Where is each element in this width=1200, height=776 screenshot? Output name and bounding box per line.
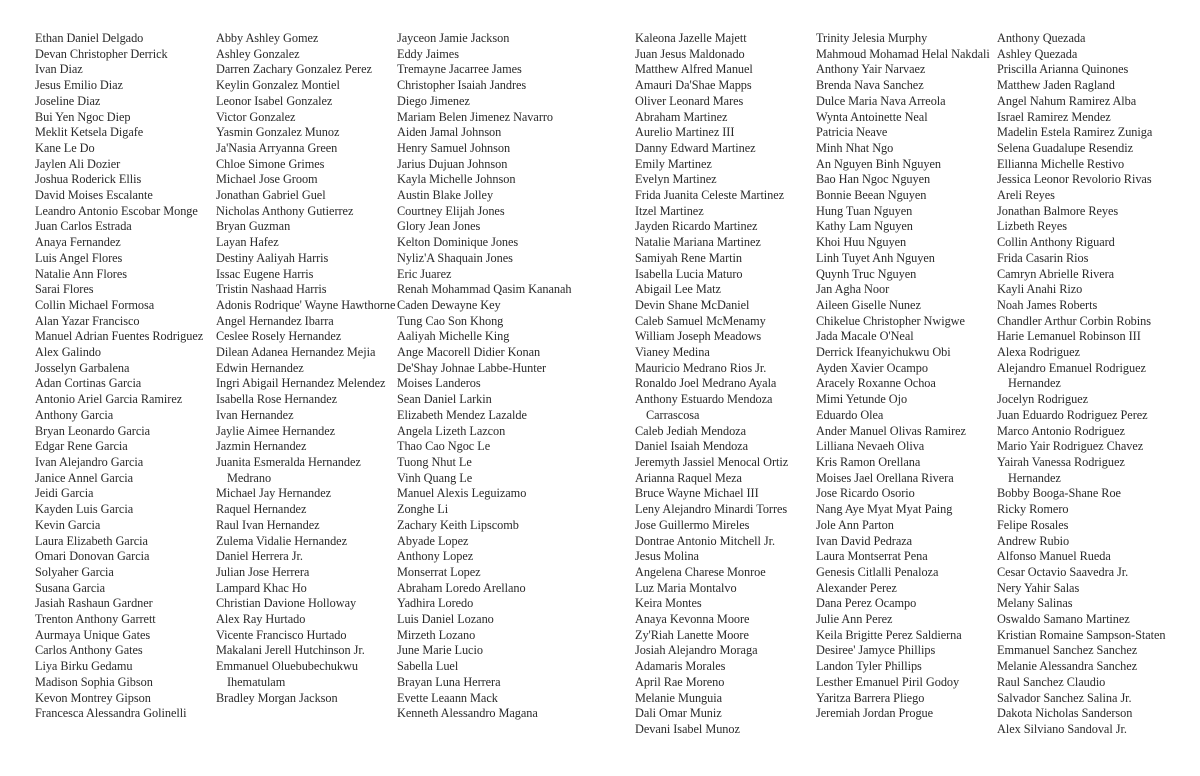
student-name: Mario Yair Rodriguez Chavez	[997, 439, 1144, 454]
student-name: Monserrat Lopez	[397, 564, 481, 579]
student-name: Wynta Antoinette Neal	[816, 109, 928, 124]
student-name: Ceslee Rosely Hernandez	[216, 329, 342, 344]
student-name: William Joseph Meadows	[635, 329, 762, 344]
student-name: Zulema Vidalie Hernandez	[216, 533, 347, 548]
student-name: Keira Montes	[635, 596, 702, 611]
student-name: Priscilla Arianna Quinones	[997, 62, 1129, 77]
student-name: Ja'Nasia Arryanna Green	[216, 140, 338, 155]
student-name: Renah Mohammad Qasim Kananah	[397, 282, 572, 297]
student-name: Landon Tyler Phillips	[816, 659, 922, 674]
student-name: Zy'Riah Lanette Moore	[635, 627, 749, 642]
student-name: Bobby Booga-Shane Roe	[997, 486, 1121, 501]
student-name: Juanita Esmeralda Hernandez Medrano	[216, 454, 361, 485]
student-name: Julie Ann Perez	[816, 612, 893, 627]
student-name: Caden Dewayne Key	[397, 297, 501, 312]
student-name: Angelena Charese Monroe	[635, 564, 766, 579]
student-name: Kayden Luis Garcia	[35, 502, 134, 517]
student-name: Ange Macorell Didier Konan	[397, 345, 541, 360]
student-name: Trinity Jelesia Murphy	[816, 31, 928, 45]
student-name: Derrick Ifeanyichukwu Obi	[816, 345, 951, 360]
student-name: Adamaris Morales	[635, 659, 726, 674]
student-name: Jasiah Rashaun Gardner	[35, 596, 153, 611]
student-name: Victor Gonzalez	[216, 109, 296, 124]
student-name: Hung Tuan Nguyen	[816, 203, 913, 218]
student-name: Christian Davione Holloway	[216, 596, 357, 611]
student-name: Tung Cao Son Khong	[397, 313, 504, 328]
student-name: Andrew Rubio	[997, 533, 1070, 548]
student-name: Angel Hernandez Ibarra	[216, 313, 334, 328]
student-name: Abigail Lee Matz	[635, 282, 721, 297]
student-name: Jarius Dujuan Johnson	[397, 156, 508, 171]
student-name: Tuong Nhut Le	[397, 454, 472, 469]
name-column	[816, 31, 997, 738]
student-name: Jaylen Ali Dozier	[35, 156, 121, 171]
student-name: June Marie Lucio	[397, 643, 483, 658]
student-name: Aileen Giselle Nunez	[816, 297, 921, 312]
student-name: Makalani Jerell Hutchinson Jr.	[216, 643, 365, 658]
student-name: Zonghe Li	[397, 502, 449, 517]
student-name: Amauri Da'Shae Mapps	[635, 78, 752, 93]
student-name: Chikelue Christopher Nwigwe	[816, 313, 965, 328]
student-name: Alexander Perez	[816, 580, 897, 595]
student-name: Adonis Rodrique' Wayne Hawthorne	[216, 297, 396, 312]
student-name: Luis Daniel Lozano	[397, 612, 494, 627]
student-name: Anaya Kevonna Moore	[635, 612, 750, 627]
student-name: Ethan Daniel Delgado	[35, 31, 144, 45]
student-name: Jeidi Garcia	[35, 486, 94, 501]
student-name: Matthew Jaden Ragland	[997, 78, 1115, 93]
student-name: Noah James Roberts	[997, 297, 1098, 312]
student-name: De'Shay Johnae Labbe-Hunter	[397, 360, 547, 375]
student-name: Omari Donovan Garcia	[35, 549, 150, 564]
student-name: Natalie Mariana Martinez	[635, 235, 761, 250]
student-name: Dali Omar Muniz	[635, 706, 722, 721]
student-name: David Moises Escalante	[35, 188, 153, 203]
student-name: Meklit Ketsela Digafe	[35, 125, 144, 140]
student-name: Evette Leaann Mack	[397, 690, 498, 705]
student-name: Ander Manuel Olivas Ramirez	[816, 423, 966, 438]
student-name: Kris Ramon Orellana	[816, 454, 921, 469]
student-name: Devin Shane McDaniel	[635, 297, 750, 312]
student-name: Alex Galindo	[35, 345, 101, 360]
student-name: Melanie Munguia	[635, 690, 723, 705]
student-name: Isabella Rose Hernandez	[216, 392, 338, 407]
student-name: Eddy Jaimes	[397, 46, 459, 61]
student-name: Alfonso Manuel Rueda	[997, 549, 1111, 564]
student-name: Collin Anthony Riguard	[997, 235, 1115, 250]
student-name: Melany Salinas	[997, 596, 1073, 611]
student-name: Ashley Gonzalez	[216, 46, 300, 61]
student-name: Vicente Francisco Hurtado	[216, 627, 347, 642]
student-name: Genesis Citlalli Penaloza	[816, 564, 939, 579]
student-name: Devani Isabel Munoz	[635, 721, 740, 736]
student-name: Camryn Abrielle Rivera	[997, 266, 1115, 281]
student-name: Emmanuel Oluebubechukwu Ihematulam	[216, 659, 358, 689]
student-name: Jeremiah Jordan Progue	[816, 706, 934, 721]
student-name: Kevon Montrey Gipson	[35, 690, 151, 705]
student-name: Cesar Octavio Saavedra Jr.	[997, 564, 1129, 579]
student-name: Anthony Garcia	[35, 407, 114, 422]
student-name: Anthony Estuardo Mendoza Carrascosa	[635, 392, 773, 422]
student-name: Harie Lemanuel Robinson III	[997, 329, 1141, 344]
student-name: Tristin Nashaad Harris	[216, 282, 327, 297]
student-name: Bryan Leonardo Garcia	[35, 423, 151, 438]
student-name: Daniel Herrera Jr.	[216, 549, 303, 564]
student-name: Aracely Roxanne Ochoa	[816, 376, 936, 391]
student-name: Minh Nhat Ngo	[816, 140, 894, 155]
student-name: Yasmin Gonzalez Munoz	[216, 125, 340, 140]
student-name: Kelton Dominique Jones	[397, 235, 519, 250]
student-name: Darren Zachary Gonzalez Perez	[216, 62, 372, 77]
student-name: Dontrae Antonio Mitchell Jr.	[635, 533, 775, 548]
student-name: Nery Yahir Salas	[997, 580, 1080, 595]
student-name: Frida Casarin Rios	[997, 250, 1089, 265]
student-name: Ingri Abigail Hernandez Melendez	[216, 376, 386, 391]
student-name: Kayli Anahi Rizo	[997, 282, 1083, 297]
student-name: Lampard Khac Ho	[216, 580, 307, 595]
student-name: Abby Ashley Gomez	[216, 31, 319, 45]
student-name: Juan Jesus Maldonado	[635, 46, 745, 61]
student-name: Michael Jay Hernandez	[216, 486, 332, 501]
student-name: Patricia Neave	[816, 125, 888, 140]
right-page	[635, 31, 1178, 738]
student-name: Caleb Samuel McMenamy	[635, 313, 766, 328]
student-name: Jessica Leonor Revolorio Rivas	[997, 172, 1152, 187]
student-name: Isabella Lucia Maturo	[635, 266, 743, 281]
student-name: Tremayne Jacarree James	[397, 62, 522, 77]
student-name: An Nguyen Binh Nguyen	[816, 156, 941, 171]
student-name: Keila Brigitte Perez Saldierna	[816, 627, 962, 642]
student-name: Jole Ann Parton	[816, 517, 894, 532]
student-name: Bao Han Ngoc Nguyen	[816, 172, 931, 187]
student-name: Moises Landeros	[397, 376, 481, 391]
student-name: Chandler Arthur Corbin Robins	[997, 313, 1151, 328]
student-name: Aurmaya Unique Gates	[35, 627, 151, 642]
student-name: Alan Yazar Francisco	[35, 313, 140, 328]
student-name: Eric Juarez	[397, 266, 452, 281]
student-name: Bryan Guzman	[216, 219, 291, 234]
student-name: Thao Cao Ngoc Le	[397, 439, 491, 454]
student-name: Bruce Wayne Michael III	[635, 486, 759, 501]
name-column	[35, 31, 216, 722]
student-name: Alexa Rodriguez	[997, 345, 1080, 360]
student-name: Bui Yen Ngoc Diep	[35, 109, 131, 124]
student-name: Jada Macale O'Neal	[816, 329, 914, 344]
student-name: Jonathan Gabriel Guel	[216, 188, 326, 203]
student-name: Angela Lizeth Lazcon	[397, 423, 506, 438]
student-name: Keylin Gonzalez Montiel	[216, 78, 340, 93]
student-name: Abraham Loredo Arellano	[397, 580, 526, 595]
student-name: Kayla Michelle Johnson	[397, 172, 516, 187]
student-name: Samiyah Rene Martin	[635, 250, 742, 265]
student-name: Francesca Alessandra Golinelli	[35, 706, 187, 721]
student-name: Frida Juanita Celeste Martinez	[635, 188, 785, 203]
student-name: Emmanuel Sanchez Sanchez	[997, 643, 1138, 658]
student-name: Mimi Yetunde Ojo	[816, 392, 908, 407]
student-name: Vianey Medina	[635, 345, 710, 360]
student-name: Yaritza Barrera Pliego	[816, 690, 925, 705]
student-name: Juan Eduardo Rodriguez Perez	[997, 407, 1148, 422]
student-name: Matthew Alfred Manuel	[635, 62, 753, 77]
student-name: Edwin Hernandez	[216, 360, 304, 375]
student-name: Adan Cortinas Garcia	[35, 376, 142, 391]
student-name: Lizbeth Reyes	[997, 219, 1068, 234]
student-name: Jaylie Aimee Hernandez	[216, 423, 336, 438]
student-name: Jan Agha Noor	[816, 282, 890, 297]
student-name: Julian Jose Herrera	[216, 564, 310, 579]
student-name: Nyliz'A Shaquain Jones	[397, 250, 513, 265]
student-name: Joseline Diaz	[35, 93, 101, 108]
student-name: Devan Christopher Derrick	[35, 46, 168, 61]
student-name: Manuel Adrian Fuentes Rodriguez	[35, 329, 204, 344]
student-name: Josselyn Garbalena	[35, 360, 130, 375]
student-name: Mirzeth Lozano	[397, 627, 476, 642]
student-name: Aiden Jamal Johnson	[397, 125, 502, 140]
student-name: Luis Angel Flores	[35, 250, 123, 265]
student-name: Ellianna Michelle Restivo	[997, 156, 1125, 171]
student-name: Jesus Molina	[635, 549, 699, 564]
student-name: Kenneth Alessandro Magana	[397, 706, 538, 721]
student-name: Destiny Aaliyah Harris	[216, 250, 329, 265]
student-name: Manuel Alexis Leguizamo	[397, 486, 527, 501]
student-name: Jonathan Balmore Reyes	[997, 203, 1119, 218]
student-name: Leandro Antonio Escobar Monge	[35, 203, 198, 218]
student-name: Jesus Emilio Diaz	[35, 78, 123, 93]
student-name: Jeremyth Jassiel Menocal Ortiz	[635, 454, 789, 469]
left-page	[35, 31, 578, 722]
student-name: Arianna Raquel Meza	[635, 470, 742, 485]
student-name: Aaliyah Michelle King	[397, 329, 510, 344]
student-name: Raul Ivan Hernandez	[216, 517, 320, 532]
student-name: Evelyn Martinez	[635, 172, 717, 187]
student-name: Salvador Sanchez Salina Jr.	[997, 690, 1132, 705]
student-name: Bonnie Beean Nguyen	[816, 188, 927, 203]
name-column	[216, 31, 397, 722]
student-name: Ivan Diaz	[35, 62, 83, 77]
student-name: Ayden Xavier Ocampo	[816, 360, 928, 375]
student-name: Yadhira Loredo	[397, 596, 474, 611]
student-name: Dilean Adanea Hernandez Mejia	[216, 345, 376, 360]
student-name: Areli Reyes	[997, 188, 1055, 203]
student-name: Madison Sophia Gibson	[35, 674, 153, 689]
student-name: Mahmoud Mohamad Helal Nakdali	[816, 46, 990, 61]
student-name: Alex Ray Hurtado	[216, 612, 306, 627]
student-name: Brayan Luna Herrera	[397, 674, 501, 689]
student-name: Natalie Ann Flores	[35, 266, 127, 281]
student-name: Dana Perez Ocampo	[816, 596, 917, 611]
student-name: Daniel Isaiah Mendoza	[635, 439, 748, 454]
student-name: Desiree' Jamyce Phillips	[816, 643, 936, 658]
student-name: Christopher Isaiah Jandres	[397, 78, 527, 93]
student-name: Madelin Estela Ramirez Zuniga	[997, 125, 1153, 140]
student-name: Leonor Isabel Gonzalez	[216, 93, 333, 108]
student-name: Khoi Huu Nguyen	[816, 235, 907, 250]
student-name: Marco Antonio Rodriguez	[997, 423, 1125, 438]
student-name: Dulce Maria Nava Arreola	[816, 93, 946, 108]
student-name: Ivan David Pedraza	[816, 533, 913, 548]
student-name: Raul Sanchez Claudio	[997, 674, 1106, 689]
student-name: Yairah Vanessa Rodriguez Hernandez	[997, 454, 1125, 485]
student-name: April Rae Moreno	[635, 674, 725, 689]
student-name: Jayden Ricardo Martinez	[635, 219, 758, 234]
student-name: Abyade Lopez	[397, 533, 469, 548]
student-name: Ronaldo Joel Medrano Ayala	[635, 376, 777, 391]
student-name: Linh Tuyet Anh Nguyen	[816, 250, 935, 265]
student-name: Oliver Leonard Mares	[635, 93, 744, 108]
student-name: Jazmin Hernandez	[216, 439, 307, 454]
student-name: Quynh Truc Nguyen	[816, 266, 917, 281]
student-name: Sean Daniel Larkin	[397, 392, 492, 407]
student-name: Alex Silviano Sandoval Jr.	[997, 721, 1127, 736]
student-name: Ashley Quezada	[997, 46, 1078, 61]
student-name: Carlos Anthony Gates	[35, 643, 143, 658]
name-column	[397, 31, 578, 722]
student-name: Felipe Rosales	[997, 517, 1069, 532]
student-name: Leny Alejandro Minardi Torres	[635, 502, 788, 517]
student-name: Solyaher Garcia	[35, 564, 114, 579]
student-name: Caleb Jediah Mendoza	[635, 423, 746, 438]
student-name: Jayceon Jamie Jackson	[397, 31, 510, 45]
student-name: Luz Maria Montalvo	[635, 580, 737, 595]
student-name: Sabella Luel	[397, 659, 459, 674]
student-name: Kathy Lam Nguyen	[816, 219, 913, 234]
student-name: Ivan Hernandez	[216, 407, 294, 422]
student-name: Laura Elizabeth Garcia	[35, 533, 148, 548]
student-name: Issac Eugene Harris	[216, 266, 314, 281]
student-name: Jose Ricardo Osorio	[816, 486, 915, 501]
student-name: Eduardo Olea	[816, 407, 884, 422]
student-name: Kristian Romaine Sampson-Staten	[997, 627, 1166, 642]
student-name: Mauricio Medrano Rios Jr.	[635, 360, 767, 375]
student-name: Nang Aye Myat Myat Paing	[816, 502, 953, 517]
student-name: Anthony Quezada	[997, 31, 1086, 45]
student-name: Kaleona Jazelle Majett	[635, 31, 747, 45]
student-name: Moises Jael Orellana Rivera	[816, 470, 954, 485]
student-name: Israel Ramirez Mendez	[997, 109, 1111, 124]
student-name: Liya Birku Gedamu	[35, 659, 133, 674]
student-name: Jose Guillermo Mireles	[635, 517, 750, 532]
student-name: Chloe Simone Grimes	[216, 156, 325, 171]
student-name: Susana Garcia	[35, 580, 106, 595]
student-name: Brenda Nava Sanchez	[816, 78, 924, 93]
student-name: Elizabeth Mendez Lazalde	[397, 407, 527, 422]
student-name: Vinh Quang Le	[397, 470, 473, 485]
student-name: Selena Guadalupe Resendiz	[997, 140, 1134, 155]
student-name: Itzel Martinez	[635, 203, 704, 218]
student-name: Trenton Anthony Garrett	[35, 612, 156, 627]
student-name: Layan Hafez	[216, 235, 279, 250]
student-name: Courtney Elijah Jones	[397, 203, 505, 218]
student-name: Mariam Belen Jimenez Navarro	[397, 109, 554, 124]
name-column	[635, 31, 816, 738]
student-name: Anthony Yair Narvaez	[816, 62, 926, 77]
student-name: Angel Nahum Ramirez Alba	[997, 93, 1137, 108]
student-name: Oswaldo Samano Martinez	[997, 612, 1130, 627]
student-name: Lesther Emanuel Piril Godoy	[816, 674, 960, 689]
student-name: Abraham Martinez	[635, 109, 728, 124]
student-name: Kane Le Do	[35, 140, 95, 155]
student-name: Edgar Rene Garcia	[35, 439, 128, 454]
student-name: Emily Martinez	[635, 156, 712, 171]
student-name: Laura Montserrat Pena	[816, 549, 928, 564]
student-name: Ivan Alejandro Garcia	[35, 454, 144, 469]
student-name: Diego Jimenez	[397, 93, 470, 108]
student-name: Michael Jose Groom	[216, 172, 318, 187]
student-name: Janice Annel Garcia	[35, 470, 134, 485]
student-name: Henry Samuel Johnson	[397, 140, 511, 155]
student-name: Juan Carlos Estrada	[35, 219, 132, 234]
student-name: Aurelio Martinez III	[635, 125, 735, 140]
student-name: Sarai Flores	[35, 282, 94, 297]
student-name: Antonio Ariel Garcia Ramirez	[35, 392, 183, 407]
student-name: Glory Jean Jones	[397, 219, 481, 234]
student-name: Raquel Hernandez	[216, 502, 307, 517]
student-name: Zachary Keith Lipscomb	[397, 517, 519, 532]
student-name: Alejandro Emanuel Rodriguez Hernandez	[997, 360, 1146, 391]
student-name: Dakota Nicholas Sanderson	[997, 706, 1133, 721]
student-name: Jocelyn Rodriguez	[997, 392, 1089, 407]
student-name: Lilliana Nevaeh Oliva	[816, 439, 925, 454]
student-name: Melanie Alessandra Sanchez	[997, 659, 1138, 674]
student-name: Joshua Roderick Ellis	[35, 172, 142, 187]
student-name: Josiah Alejandro Moraga	[635, 643, 758, 658]
name-column	[997, 31, 1178, 738]
student-name: Danny Edward Martinez	[635, 140, 756, 155]
student-name: Nicholas Anthony Gutierrez	[216, 203, 354, 218]
student-name: Austin Blake Jolley	[397, 188, 494, 203]
student-name: Ricky Romero	[997, 502, 1069, 517]
student-name: Bradley Morgan Jackson	[216, 690, 338, 705]
student-name: Collin Michael Formosa	[35, 297, 155, 312]
student-name: Anthony Lopez	[397, 549, 474, 564]
student-name: Kevin Garcia	[35, 517, 101, 532]
student-name: Anaya Fernandez	[35, 235, 121, 250]
